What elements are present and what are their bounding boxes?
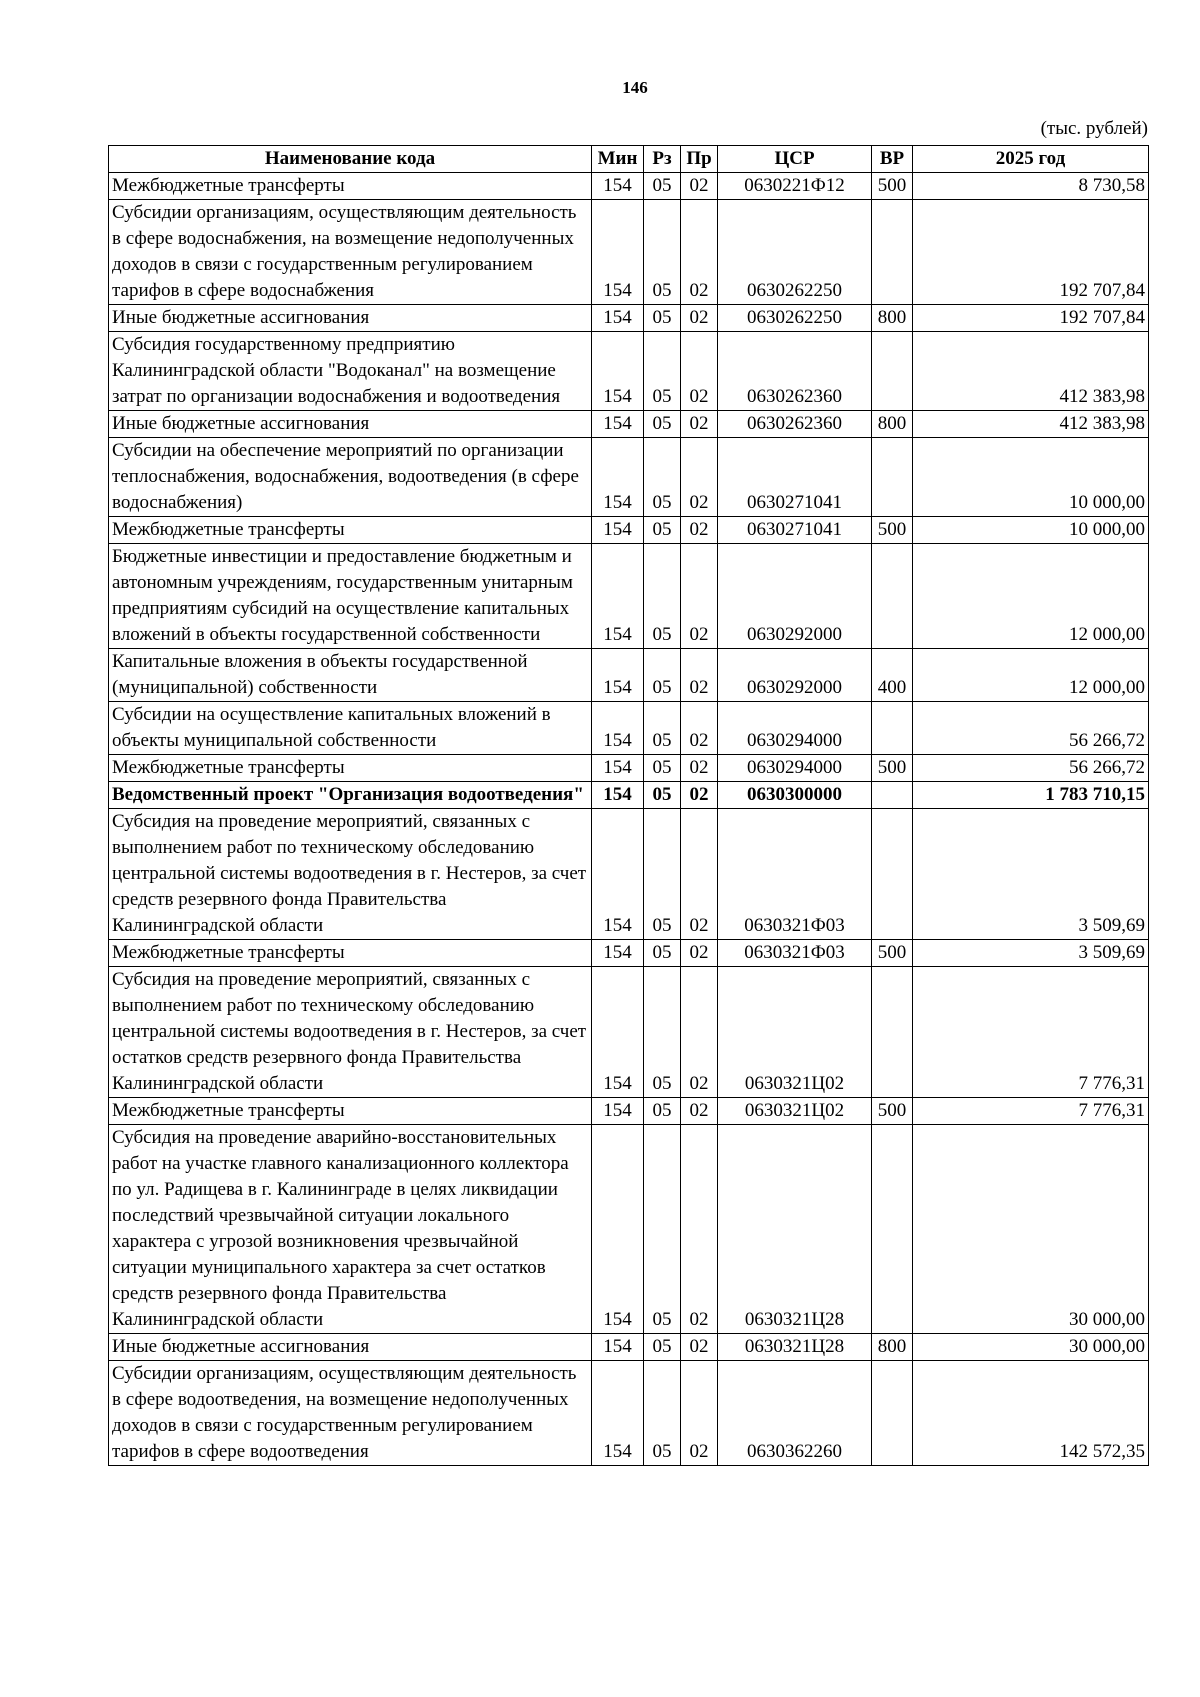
row-vr: 800	[872, 305, 913, 332]
row-name: Капитальные вложения в объекты государственной (муниципальной) собственности	[109, 649, 592, 702]
budget-table	[108, 145, 1149, 1466]
page-number: 146	[622, 78, 648, 97]
row-csr: 0630321Ц28	[718, 1334, 872, 1361]
row-rz: 05	[644, 940, 681, 967]
row-rz: 05	[644, 649, 681, 702]
row-min: 154	[592, 332, 644, 411]
row-min: 154	[592, 517, 644, 544]
row-name: Субсидия государственному предприятию Калининградской области "Водоканал" на возмещение затрат по организации водоснабжения и водоотведения	[109, 332, 592, 411]
row-pr: 02	[681, 1098, 718, 1125]
row-min: 154	[592, 809, 644, 940]
row-csr: 0630292000	[718, 649, 872, 702]
table-row	[109, 1361, 1149, 1466]
row-pr: 02	[681, 411, 718, 438]
table-row	[109, 1125, 1149, 1334]
row-name: Субсидии на осуществление капитальных вложений в объекты муниципальной собственности	[109, 702, 592, 755]
row-vr	[872, 1361, 913, 1466]
header-rz: Рз	[644, 146, 681, 173]
row-amount: 56 266,72	[913, 702, 1149, 755]
row-rz: 05	[644, 438, 681, 517]
table-row	[109, 173, 1149, 200]
row-vr	[872, 332, 913, 411]
row-name: Субсидии организациям, осуществляющим деятельность в сфере водоснабжения, на возмещение недополученных доходов в связи с государственным регулированием тарифов в сфере водоснабжения	[109, 200, 592, 305]
table-row	[109, 967, 1149, 1098]
row-pr: 02	[681, 305, 718, 332]
table-row	[109, 411, 1149, 438]
row-pr: 02	[681, 702, 718, 755]
table-row	[109, 649, 1149, 702]
row-min: 154	[592, 967, 644, 1098]
row-rz: 05	[644, 755, 681, 782]
row-min: 154	[592, 1361, 644, 1466]
row-csr: 0630321Ф03	[718, 809, 872, 940]
row-rz: 05	[644, 702, 681, 755]
row-amount: 412 383,98	[913, 411, 1149, 438]
row-pr: 02	[681, 649, 718, 702]
row-pr: 02	[681, 332, 718, 411]
table-row	[109, 809, 1149, 940]
row-pr: 02	[681, 1361, 718, 1466]
row-amount: 30 000,00	[913, 1125, 1149, 1334]
row-min: 154	[592, 1098, 644, 1125]
row-rz: 05	[644, 200, 681, 305]
row-min: 154	[592, 438, 644, 517]
row-vr	[872, 200, 913, 305]
row-rz: 05	[644, 305, 681, 332]
row-csr: 0630262250	[718, 305, 872, 332]
row-min: 154	[592, 305, 644, 332]
row-name: Ведомственный проект "Организация водоотведения"	[109, 782, 592, 809]
row-rz: 05	[644, 332, 681, 411]
row-rz: 05	[644, 809, 681, 940]
table-row	[109, 940, 1149, 967]
row-vr	[872, 702, 913, 755]
units-label: (тыс. рублей)	[1040, 118, 1148, 139]
table-row	[109, 782, 1149, 809]
row-pr: 02	[681, 173, 718, 200]
row-csr: 0630292000	[718, 544, 872, 649]
row-rz: 05	[644, 517, 681, 544]
header-min: Мин	[592, 146, 644, 173]
row-pr: 02	[681, 755, 718, 782]
row-csr: 0630362260	[718, 1361, 872, 1466]
header-vr: ВР	[872, 146, 913, 173]
row-rz: 05	[644, 1098, 681, 1125]
row-pr: 02	[681, 1125, 718, 1334]
row-csr: 0630321Ц02	[718, 967, 872, 1098]
header-year: 2025 год	[913, 146, 1149, 173]
header-csr: ЦСР	[718, 146, 872, 173]
row-amount: 3 509,69	[913, 809, 1149, 940]
table-row	[109, 305, 1149, 332]
row-vr	[872, 782, 913, 809]
row-min: 154	[592, 411, 644, 438]
row-pr: 02	[681, 438, 718, 517]
row-name: Межбюджетные трансферты	[109, 517, 592, 544]
row-csr: 0630262360	[718, 411, 872, 438]
row-rz: 05	[644, 782, 681, 809]
row-amount: 30 000,00	[913, 1334, 1149, 1361]
row-vr: 500	[872, 517, 913, 544]
row-min: 154	[592, 649, 644, 702]
row-csr: 0630300000	[718, 782, 872, 809]
row-pr: 02	[681, 517, 718, 544]
row-min: 154	[592, 1334, 644, 1361]
table-row	[109, 1098, 1149, 1125]
row-csr: 0630271041	[718, 438, 872, 517]
row-rz: 05	[644, 544, 681, 649]
row-vr: 500	[872, 173, 913, 200]
row-name: Субсидия на проведение мероприятий, связанных с выполнением работ по техническому обследованию центральной системы водоотведения в г. Нестеров, за счет средств резервного фонда Правительства Калининградской области	[109, 809, 592, 940]
row-min: 154	[592, 200, 644, 305]
row-rz: 05	[644, 1125, 681, 1334]
row-min: 154	[592, 544, 644, 649]
row-pr: 02	[681, 1334, 718, 1361]
row-rz: 05	[644, 967, 681, 1098]
table-row	[109, 755, 1149, 782]
header-pr: Пр	[681, 146, 718, 173]
row-name: Межбюджетные трансферты	[109, 173, 592, 200]
table-header	[109, 146, 1149, 173]
row-vr: 500	[872, 940, 913, 967]
table-row	[109, 1334, 1149, 1361]
header-name: Наименование кода	[109, 146, 592, 173]
row-amount: 7 776,31	[913, 1098, 1149, 1125]
row-name: Иные бюджетные ассигнования	[109, 411, 592, 438]
row-pr: 02	[681, 967, 718, 1098]
table-row	[109, 438, 1149, 517]
table-row	[109, 200, 1149, 305]
row-vr	[872, 967, 913, 1098]
row-name: Субсидии на обеспечение мероприятий по организации теплоснабжения, водоснабжения, водоотведения (в сфере водоснабжения)	[109, 438, 592, 517]
row-min: 154	[592, 755, 644, 782]
row-vr: 500	[872, 1098, 913, 1125]
row-vr	[872, 809, 913, 940]
row-name: Субсидия на проведение мероприятий, связанных с выполнением работ по техническому обследованию центральной системы водоотведения в г. Нестеров, за счет остатков средств резервного фонда Правительства Калининградской области	[109, 967, 592, 1098]
row-vr	[872, 438, 913, 517]
row-rz: 05	[644, 1334, 681, 1361]
row-csr: 0630271041	[718, 517, 872, 544]
row-amount: 12 000,00	[913, 649, 1149, 702]
row-amount: 10 000,00	[913, 438, 1149, 517]
row-csr: 0630321Ц02	[718, 1098, 872, 1125]
row-name: Межбюджетные трансферты	[109, 1098, 592, 1125]
row-name: Иные бюджетные ассигнования	[109, 1334, 592, 1361]
row-amount: 12 000,00	[913, 544, 1149, 649]
row-amount: 56 266,72	[913, 755, 1149, 782]
row-name: Субсидия на проведение аварийно-восстановительных работ на участке главного канализационного коллектора по ул. Радищева в г. Калининграде в целях ликвидации последствий чрезвычайной ситуации локального характера с угрозой возникновения чрезвычайной ситуации муниципального характера за счет остатков средств резервного фонда Правительства Калининградской области	[109, 1125, 592, 1334]
row-pr: 02	[681, 809, 718, 940]
row-vr: 800	[872, 411, 913, 438]
row-min: 154	[592, 1125, 644, 1334]
row-min: 154	[592, 940, 644, 967]
row-pr: 02	[681, 940, 718, 967]
row-amount: 7 776,31	[913, 967, 1149, 1098]
row-name: Бюджетные инвестиции и предоставление бюджетным и автономным учреждениям, государственным унитарным предприятиям субсидий на осуществление капитальных вложений в объекты государственной собственности	[109, 544, 592, 649]
row-csr: 0630294000	[718, 755, 872, 782]
row-vr: 400	[872, 649, 913, 702]
row-rz: 05	[644, 411, 681, 438]
row-pr: 02	[681, 200, 718, 305]
row-name: Межбюджетные трансферты	[109, 940, 592, 967]
row-name: Межбюджетные трансферты	[109, 755, 592, 782]
row-amount: 412 383,98	[913, 332, 1149, 411]
row-vr: 500	[872, 755, 913, 782]
row-csr: 0630262250	[718, 200, 872, 305]
row-vr	[872, 544, 913, 649]
table-row	[109, 702, 1149, 755]
row-amount: 192 707,84	[913, 305, 1149, 332]
row-amount: 1 783 710,15	[913, 782, 1149, 809]
row-csr: 0630221Ф12	[718, 173, 872, 200]
row-csr: 0630262360	[718, 332, 872, 411]
row-rz: 05	[644, 173, 681, 200]
row-amount: 142 572,35	[913, 1361, 1149, 1466]
row-amount: 8 730,58	[913, 173, 1149, 200]
row-rz: 05	[644, 1361, 681, 1466]
table-row	[109, 332, 1149, 411]
row-name: Иные бюджетные ассигнования	[109, 305, 592, 332]
table-row	[109, 544, 1149, 649]
row-name: Субсидии организациям, осуществляющим деятельность в сфере водоотведения, на возмещение недополученных доходов в связи с государственным регулированием тарифов в сфере водоотведения	[109, 1361, 592, 1466]
row-min: 154	[592, 782, 644, 809]
row-pr: 02	[681, 782, 718, 809]
row-csr: 0630321Ц28	[718, 1125, 872, 1334]
row-csr: 0630321Ф03	[718, 940, 872, 967]
row-pr: 02	[681, 544, 718, 649]
row-vr	[872, 1125, 913, 1334]
row-amount: 3 509,69	[913, 940, 1149, 967]
row-amount: 10 000,00	[913, 517, 1149, 544]
row-amount: 192 707,84	[913, 200, 1149, 305]
row-min: 154	[592, 702, 644, 755]
row-csr: 0630294000	[718, 702, 872, 755]
row-vr: 800	[872, 1334, 913, 1361]
table-row	[109, 517, 1149, 544]
row-min: 154	[592, 173, 644, 200]
